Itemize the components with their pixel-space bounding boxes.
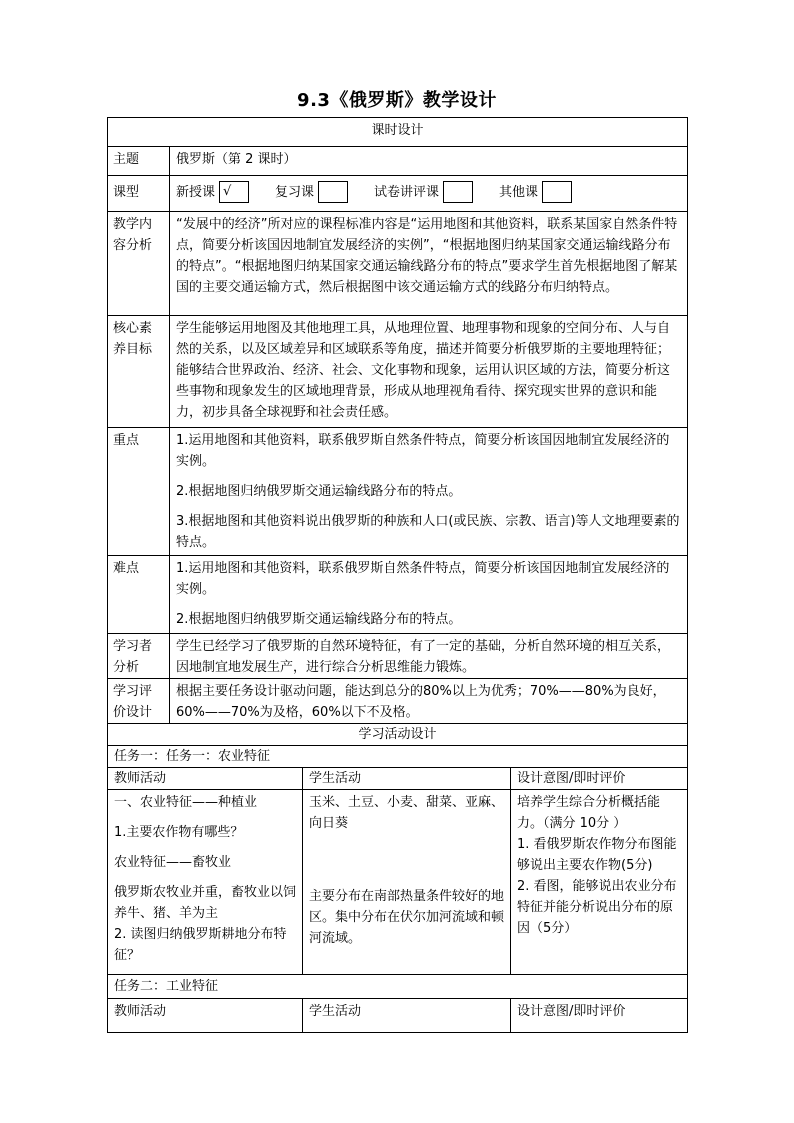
intent-line: 培养学生综合分析概括能力。（满分 10分 ） <box>517 795 661 831</box>
teacher-activity-line: 一、农业特征——种植业 <box>114 795 258 810</box>
difficult-point-item: 2.根据地图归纳俄罗斯交通运输线路分布的特点。 <box>176 612 462 627</box>
task1-student-activity <box>303 790 511 974</box>
teacher-activity-line: 1.主要农作物有哪些？ <box>114 825 244 840</box>
topic-label: 主题 <box>108 147 170 175</box>
key-point-item: 2.根据地图归纳俄罗斯交通运输线路分布的特点。 <box>176 484 462 499</box>
header-student: 学生活动 <box>303 768 511 789</box>
intent-line: 1. 看俄罗斯农作物分布图能够说出主要农作物(5分) <box>517 837 677 873</box>
task1-title: 任务一：任务一：农业特征 <box>114 749 271 764</box>
difficult-points-label: 难点 <box>108 556 170 633</box>
task2-title-row <box>108 974 687 998</box>
section-header-text: 课时设计 <box>371 123 424 138</box>
difficult-point-item: 1.运用地图和其他资料，联系俄罗斯自然条件特点，简要分析该国因地制宜发展经济的实例。 <box>176 561 670 597</box>
option-other-checkbox[interactable] <box>542 181 572 203</box>
student-activity-line: 主要分布在南部热量条件较好的地区。集中分布在伏尔加河流域和顿河流域。 <box>309 889 505 946</box>
task1-teacher-activity <box>108 790 303 974</box>
student-activity-line: 玉米、土豆、小麦、甜菜、亚麻、向日葵 <box>309 795 505 831</box>
option-exam-review-checkbox[interactable] <box>443 181 473 203</box>
topic-value: 俄罗斯（第 2 课时） <box>176 152 297 167</box>
evaluation-text: 根据主要任务设计驱动问题，能达到总分的80%以上为优秀；70%——80%为良好，60%——70%为及格，60%以下不及格。 <box>176 684 666 720</box>
evaluation-row <box>108 678 687 723</box>
lesson-type-row <box>108 175 687 211</box>
learner-analysis-text: 学生已经学习了俄罗斯的自然环境特征，有了一定的基础，分析自然环境的相互关系，因地制宜地发展生产，进行综合分析思维能力锻炼。 <box>176 639 671 675</box>
task1-design-intent <box>511 790 687 974</box>
core-goals-label: 核心素养目标 <box>108 316 170 427</box>
section-header-text: 学习活动设计 <box>358 727 437 742</box>
section-header-activity <box>108 723 687 745</box>
option-exam-review-label: 试卷讲评课 <box>374 184 440 200</box>
key-points-label: 重点 <box>108 428 170 555</box>
difficult-points-row <box>108 555 687 633</box>
header-intent: 设计意图/即时评价 <box>517 771 626 786</box>
core-goals-text: 学生能够运用地图及其他地理工具，从地理位置、地理事物和现象的空间分布、人与自然的关系，以及区域差异和区域联系等角度，描述并简要分析俄罗斯的主要地理特征；能够结合世界政治、经济、社会、文化事物和现象，运用认识区域的方法，简要分析这些事物和现象发生的区域地理背景，形成从地理视角看待、探究现实世界的意识和能力，初步具备全球视野和社会责任感。 <box>176 321 671 420</box>
task1-title-row <box>108 745 687 767</box>
teacher-activity-line: 俄罗斯农牧业并重，畜牧业以饲养牛、猪、羊为主 <box>114 885 297 921</box>
task2-title: 任务二：工业特征 <box>114 979 219 994</box>
teacher-activity-line: 农业特征——畜牧业 <box>114 855 232 870</box>
lesson-type-options <box>170 176 687 211</box>
header-teacher: 教师活动 <box>108 999 303 1032</box>
key-point-item: 3.根据地图和其他资料说出俄罗斯的种族和人口(或民族、宗教、语言)等人文地理要素的特点。 <box>176 514 680 550</box>
header-teacher: 教师活动 <box>108 768 303 789</box>
learner-analysis-label: 学习者分析 <box>108 634 170 678</box>
key-points-content <box>170 428 687 555</box>
content-analysis-row <box>108 211 687 315</box>
intent-line: 2. 看图，能够说出农业分布特征并能分析说出分布的原因（5分） <box>517 879 677 936</box>
task1-column-headers <box>108 767 687 789</box>
topic-row <box>108 146 687 175</box>
content-analysis-label: 教学内容分析 <box>108 212 170 315</box>
option-new-lesson-label: 新授课 <box>176 184 216 200</box>
difficult-points-content <box>170 556 687 633</box>
page-title: 9.3《俄罗斯》教学设计 <box>297 90 497 111</box>
teacher-activity-line: 2. 读图归纳俄罗斯耕地分布特征？ <box>114 927 287 963</box>
content-analysis-text: “发展中的经济”所对应的课程标准内容是“运用地图和其他资料，联系某国家自然条件特点，简要分析该国因地制宜发展经济的实例”，“根据地图归纳某国家交通运输线路分布的特点”。“根据地图归纳某国家交通运输线路分布的特点”要求学生首先根据地图了解某国的主要交通运输方式，然后根据图中该交通运输方式的线路分布归纳特点。 <box>176 217 678 295</box>
lesson-type-label: 课型 <box>108 176 170 211</box>
section-header-lesson <box>108 118 687 146</box>
header-student: 学生活动 <box>303 999 511 1032</box>
evaluation-label: 学习评价设计 <box>108 679 170 723</box>
option-new-lesson-checkbox[interactable]: √ <box>219 181 249 203</box>
key-points-row <box>108 427 687 555</box>
key-point-item: 1.运用地图和其他资料，联系俄罗斯自然条件特点，简要分析该国因地制宜发展经济的实例。 <box>176 433 670 469</box>
task1-body-row <box>108 789 687 974</box>
lesson-plan-table <box>107 117 688 1033</box>
option-review-label: 复习课 <box>275 184 315 200</box>
task2-column-headers <box>108 998 687 1032</box>
learner-analysis-row <box>108 633 687 678</box>
core-goals-row <box>108 315 687 427</box>
option-review-checkbox[interactable] <box>318 181 348 203</box>
option-other-label: 其他课 <box>499 184 539 200</box>
header-intent: 设计意图/即时评价 <box>517 1004 626 1019</box>
